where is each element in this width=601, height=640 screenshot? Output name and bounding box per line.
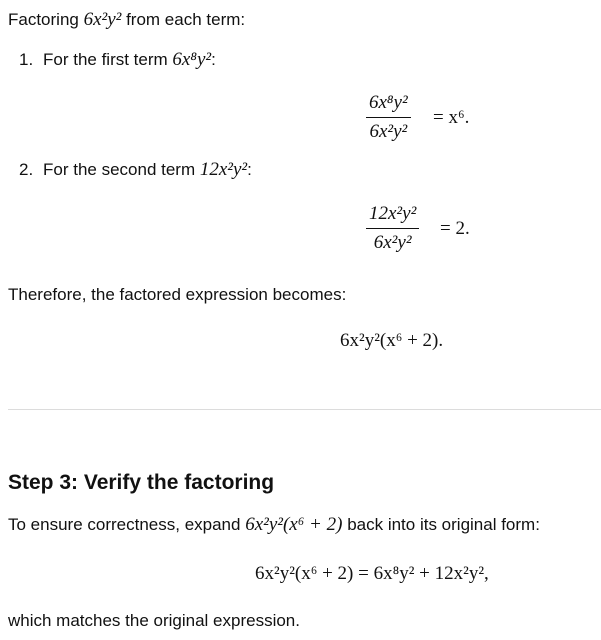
section-divider bbox=[8, 409, 601, 410]
item-1-numerator: 6x⁸y² bbox=[369, 92, 408, 113]
step-3-line bbox=[8, 513, 540, 537]
item-2-number: 2. bbox=[19, 160, 34, 179]
intro-math: 6x²y² bbox=[83, 9, 122, 30]
verification-equation: 6x²y²(x⁶ + 2) = 6x⁸y² + 12x²y², bbox=[255, 563, 489, 584]
step-3-text-after: back into its original form: bbox=[342, 515, 540, 534]
item-2-numerator: 12x²y² bbox=[369, 203, 417, 224]
intro-line bbox=[8, 8, 245, 32]
factored-expression: 6x²y²(x⁶ + 2). bbox=[340, 330, 444, 351]
item-2-term: 12x²y² bbox=[199, 159, 248, 180]
item-2-result: = 2. bbox=[440, 218, 470, 239]
item-2-text: For the second term bbox=[43, 160, 200, 179]
item-1-fraction bbox=[366, 91, 411, 144]
item-1-colon: : bbox=[211, 50, 216, 69]
item-2-denominator: 6x²y² bbox=[373, 232, 412, 253]
item-2-fraction-bar bbox=[366, 228, 419, 229]
item-1-number: 1. bbox=[19, 50, 34, 69]
closing-text: which matches the original expression. bbox=[8, 611, 300, 630]
item-2-fraction bbox=[366, 202, 419, 255]
step-3-text-before: To ensure correctness, expand bbox=[8, 515, 246, 534]
item-1-result: = x⁶. bbox=[433, 107, 470, 128]
item-1-term: 6x⁸y² bbox=[172, 49, 212, 70]
item-1-line bbox=[43, 48, 216, 72]
item-1-fraction-bar bbox=[366, 117, 411, 118]
intro-text-after: from each term: bbox=[121, 10, 246, 29]
conclusion-text: Therefore, the factored expression becomes: bbox=[8, 285, 347, 304]
item-1-text: For the first term bbox=[43, 50, 173, 69]
item-1-denominator: 6x²y² bbox=[369, 121, 408, 142]
item-2-line bbox=[43, 158, 252, 182]
item-2-colon: : bbox=[247, 160, 252, 179]
intro-text-before: Factoring bbox=[8, 10, 84, 29]
step-3-heading: Step 3: Verify the factoring bbox=[8, 471, 275, 494]
step-3-math: 6x²y²(x⁶ + 2) bbox=[245, 514, 343, 535]
